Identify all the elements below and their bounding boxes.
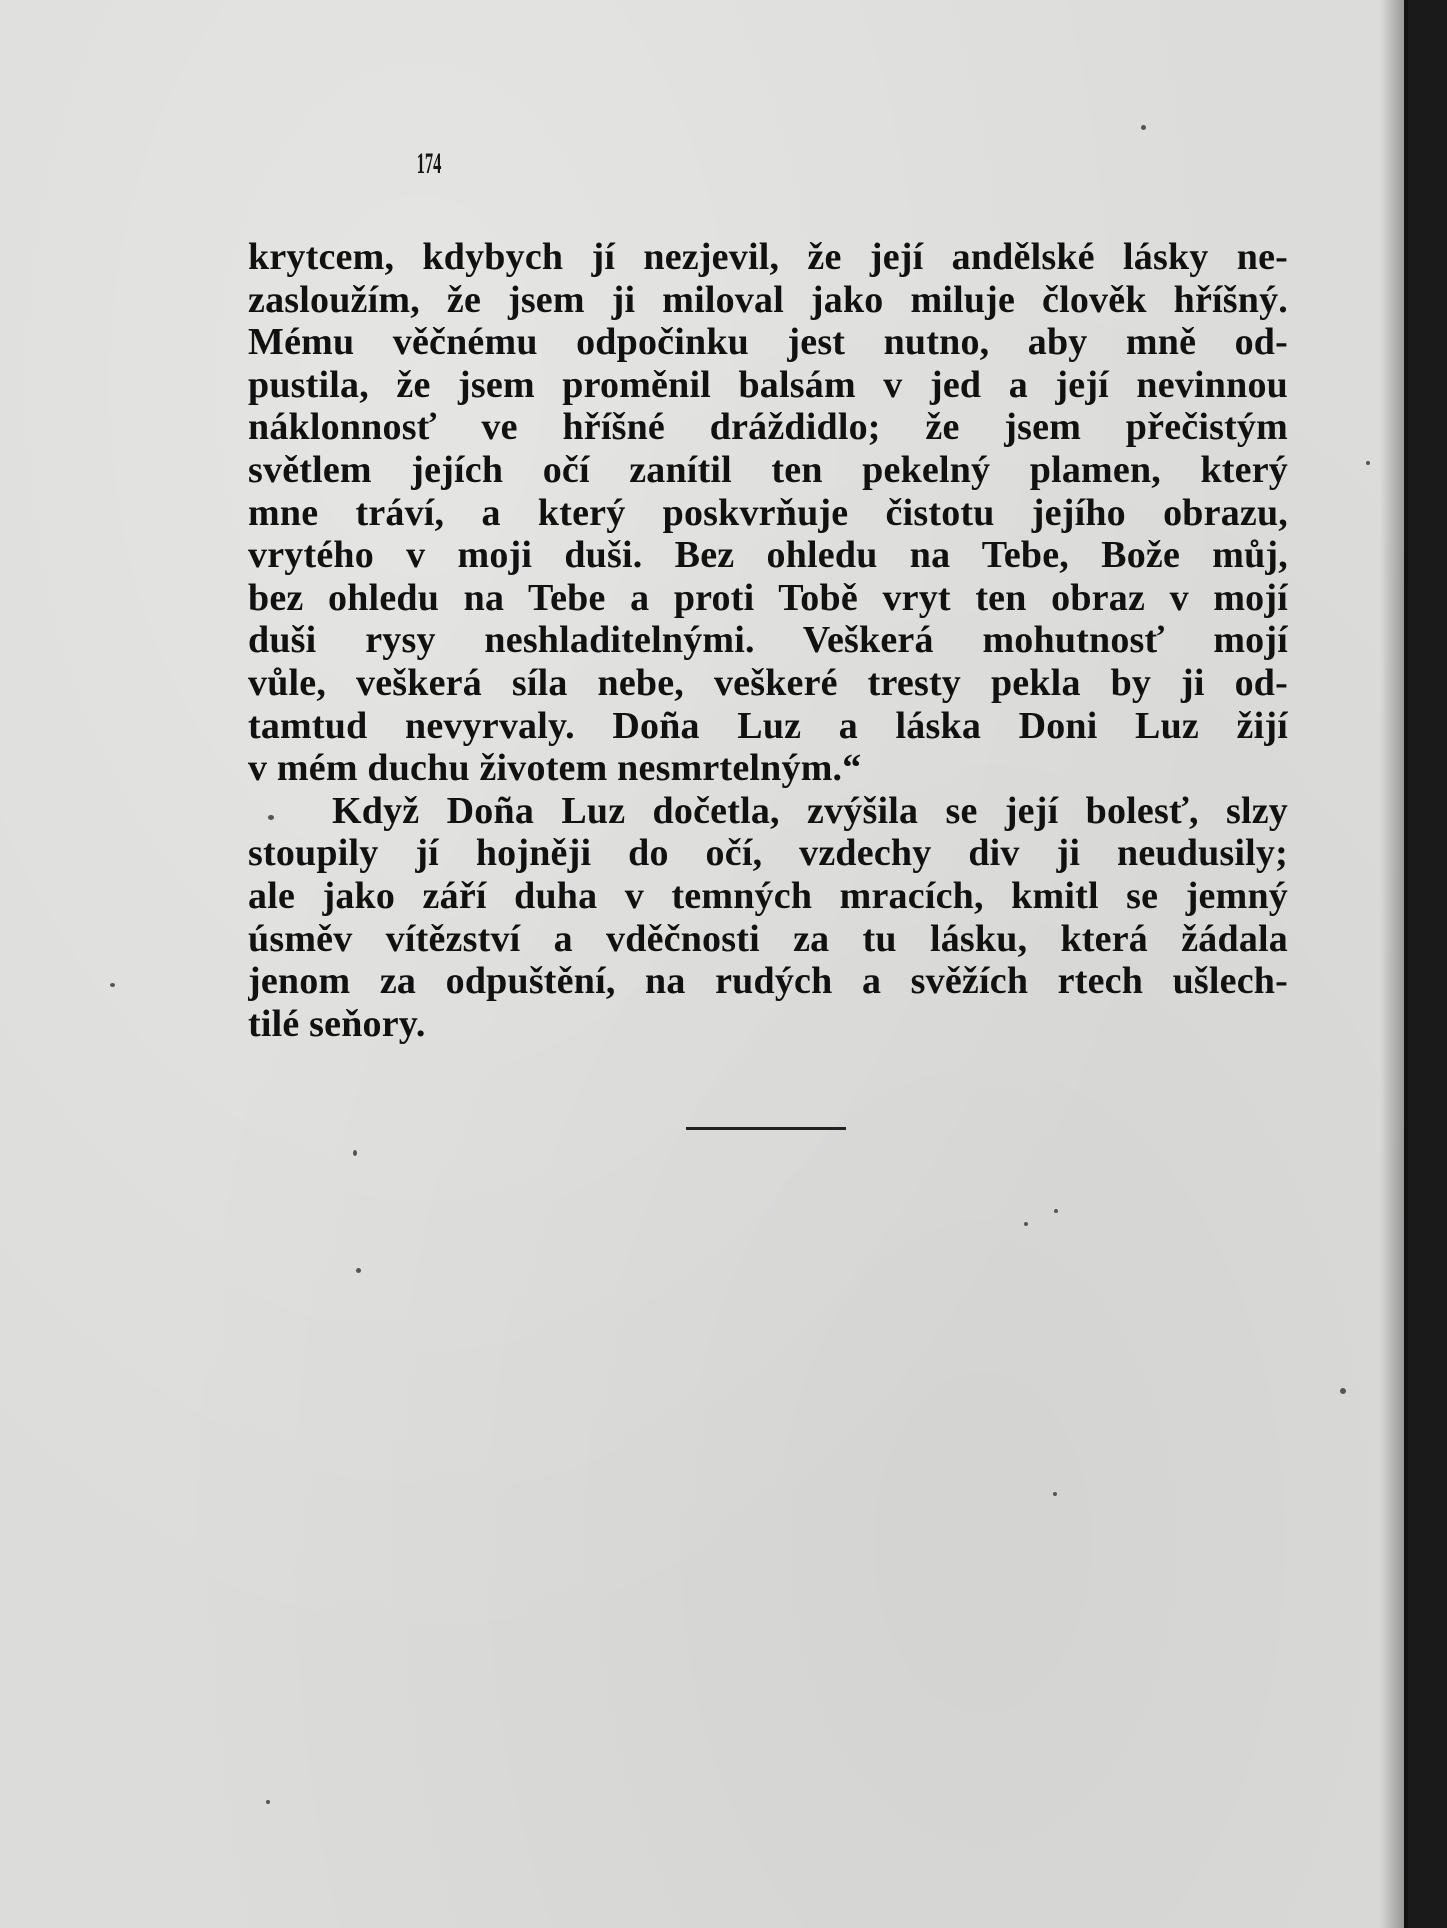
- text-line: Když Doña Luz dočetla, zvýšila se její bolesť, slzy: [332, 789, 1288, 832]
- text-line: vrytého v moji duši. Bez ohledu na Tebe, Bože můj,: [248, 534, 1288, 577]
- text-line: pustila, že jsem proměnil balsám v jed a její nevinnou: [248, 363, 1288, 406]
- text-line: stoupily jí hojněji do očí, vzdechy div ji neudusily;: [248, 832, 1288, 875]
- page-edge-shadow: [1380, 0, 1408, 1928]
- text-line: krytcem, kdybych jí nezjevil, že její andělské lásky ne-: [248, 236, 1288, 278]
- text-line: mne tráví, a který poskvrňuje čistotu jejího obrazu,: [248, 491, 1288, 534]
- text-line: úsměv vítězství a vděčnosti za tu lásku, která žádala: [248, 917, 1288, 960]
- paper-speck: [1141, 125, 1146, 130]
- text-line: Mému věčnému odpočinku jest nutno, aby mně od-: [248, 321, 1288, 364]
- paper-speck: [266, 1800, 270, 1804]
- paper-speck: [1340, 1388, 1346, 1394]
- text-line: duši rysy neshladitelnými. Veškerá mohutnosť mojí: [248, 619, 1288, 662]
- body-text: [248, 236, 1288, 1045]
- paper-speck: [1053, 1492, 1057, 1496]
- paper-speck: [1054, 1209, 1058, 1213]
- paper-speck: [353, 1150, 357, 1156]
- text-line: bez ohledu na Tebe a proti Tobě vryt ten obraz v mojí: [248, 576, 1288, 619]
- paper-speck: [268, 815, 274, 820]
- page-number: 174: [416, 147, 442, 180]
- paper-speck: [1366, 461, 1370, 465]
- paper-speck: [1024, 1222, 1028, 1226]
- text-line: ale jako září duha v temných mracích, kmitl se jemný: [248, 874, 1288, 917]
- text-line: světlem jejích očí zanítil ten pekelný plamen, který: [248, 448, 1288, 491]
- text-line: v mém duchu životem nesmrtelným.“: [248, 747, 862, 790]
- text-line: zasloužím, že jsem ji miloval jako miluje člověk hříšný.: [248, 278, 1288, 321]
- text-line: tamtud nevyrvaly. Doña Luz a láska Doni Luz žijí: [248, 704, 1288, 747]
- end-rule: [686, 1127, 846, 1130]
- text-line: tilé seňory.: [248, 1002, 426, 1045]
- text-line: vůle, veškerá síla nebe, veškeré tresty pekla by ji od-: [248, 661, 1288, 704]
- text-line: jenom za odpuštění, na rudých a svěžích rtech ušlech-: [248, 960, 1288, 1003]
- paper-speck: [110, 983, 115, 987]
- paper-speck: [356, 1268, 361, 1273]
- text-line: náklonnosť ve hříšné dráždidlo; že jsem přečistým: [248, 406, 1288, 449]
